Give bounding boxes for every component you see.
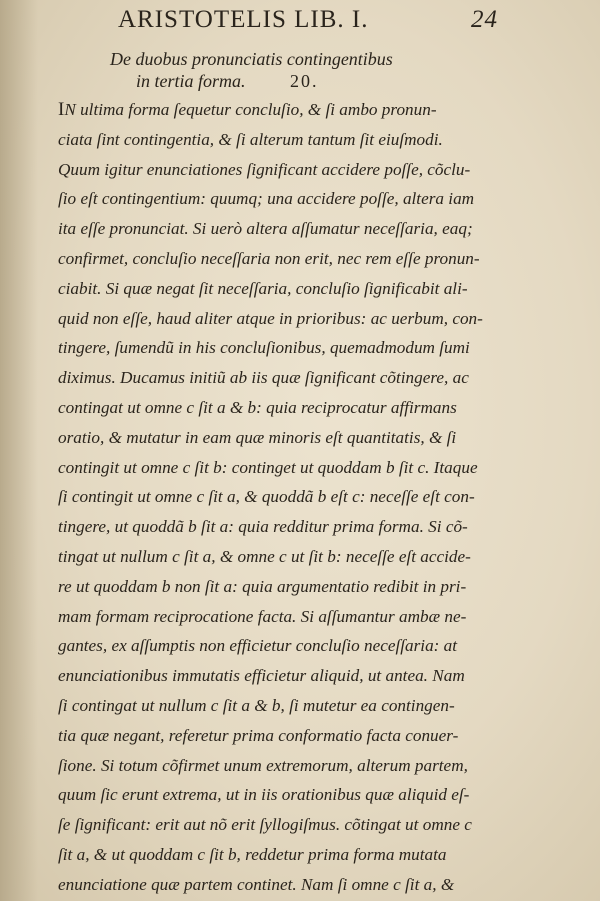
text-line: enunciationibus immutatis efficietur aliquid, ut antea. Nam <box>58 666 465 686</box>
text-line: enunciatione quæ partem continet. Nam ſi omne c ſit a, & <box>58 874 455 894</box>
body-text <box>58 95 486 900</box>
text-line: ſione. Si totum cõfirmet unum extremorum, alterum partem, <box>58 755 468 775</box>
text-line: quum ſic erunt extrema, ut in iis orationibus quæ aliquid eſ- <box>58 785 470 805</box>
text-line: ſi contingat ut nullum c ſit a & b, ſi mutetur ea contingen- <box>58 695 455 715</box>
text-line: diximus. Ducamus initiũ ab iis quæ ſignificant cõtingere, ac <box>58 368 469 388</box>
text-line: gantes, ex aſſumptis non efficietur concluſio neceſſaria: at <box>58 636 458 656</box>
text-line: ciata ſint contingentia, & ſi alterum tantum ſit eiuſmodi. <box>58 129 443 149</box>
text-line: tingere, ut quoddã b ſit a: quia redditur prima forma. Si cõ- <box>58 517 468 537</box>
text-line: oratio, & mutatur in eam quæ minoris eſt quantitatis, & ſi <box>58 427 457 447</box>
text-line: tia quæ negant, referetur prima conformatio facta conuer- <box>58 725 459 745</box>
chapter-number: 20. <box>290 71 319 91</box>
text-line: ſit a, & ut quoddam c ſit b, reddetur prima forma mutata <box>58 844 447 864</box>
text-line: mam formam reciprocatione facta. Si aſſumantur ambæ ne- <box>58 606 467 626</box>
chapter-title-line-2: in tertia forma. <box>136 71 246 91</box>
chapter-title-line-1: De duobus pronunciatis contingentibus <box>110 49 393 69</box>
page-number: 24 <box>471 6 498 33</box>
gutter-shadow <box>0 0 38 901</box>
text-line: tingere, ſumendũ in his concluſionibus, quemadmodum ſumi <box>58 338 470 358</box>
running-title: ARISTOTELIS LIB. I. <box>118 6 369 33</box>
text-line: ſi contingit ut omne c ſit a, & quoddã b eſt c: neceſſe eſt con- <box>58 487 475 507</box>
running-header <box>118 6 498 34</box>
text-line: confirmet, concluſio neceſſaria non erit, nec rem eſſe pronun- <box>58 248 480 268</box>
text-line: quid non eſſe, haud aliter atque in prioribus: ac uerbum, con- <box>58 308 483 328</box>
text-line: contingit ut omne c ſit b: continget ut quoddam b ſit c. Itaque <box>58 457 478 477</box>
text-line: ſe ſignificant: erit aut nõ erit ſyllogiſmus. cõtingat ut omne c <box>58 815 472 835</box>
text-line: tingat ut nullum c ſit a, & omne c ut ſit b: neceſſe eſt accide- <box>58 546 471 566</box>
chapter-heading <box>110 48 450 92</box>
text-line: re ut quoddam b non ſit a: quia argumentatio redibit in pri- <box>58 576 467 596</box>
text-line: ita eſſe pronunciat. Si uerò altera aſſumatur neceſſaria, eaq; <box>58 219 473 239</box>
text-line: Quum igitur enunciationes ſignificant accidere poſſe, cõclu- <box>58 159 471 179</box>
text-line: contingat ut omne c ſit a & b: quia reciprocatur affirmans <box>58 397 457 417</box>
chapter-title-line-2-wrap <box>110 70 450 92</box>
text-line: ſio eſt contingentium: quumq; una accidere poſſe, altera iam <box>58 189 475 209</box>
text-line: ciabit. Si quæ negat ſit neceſſaria, concluſio ſignificabit ali- <box>58 278 468 298</box>
text-line: IN ultima forma ſequetur concluſio, & ſi ambo pronun- <box>58 99 437 120</box>
